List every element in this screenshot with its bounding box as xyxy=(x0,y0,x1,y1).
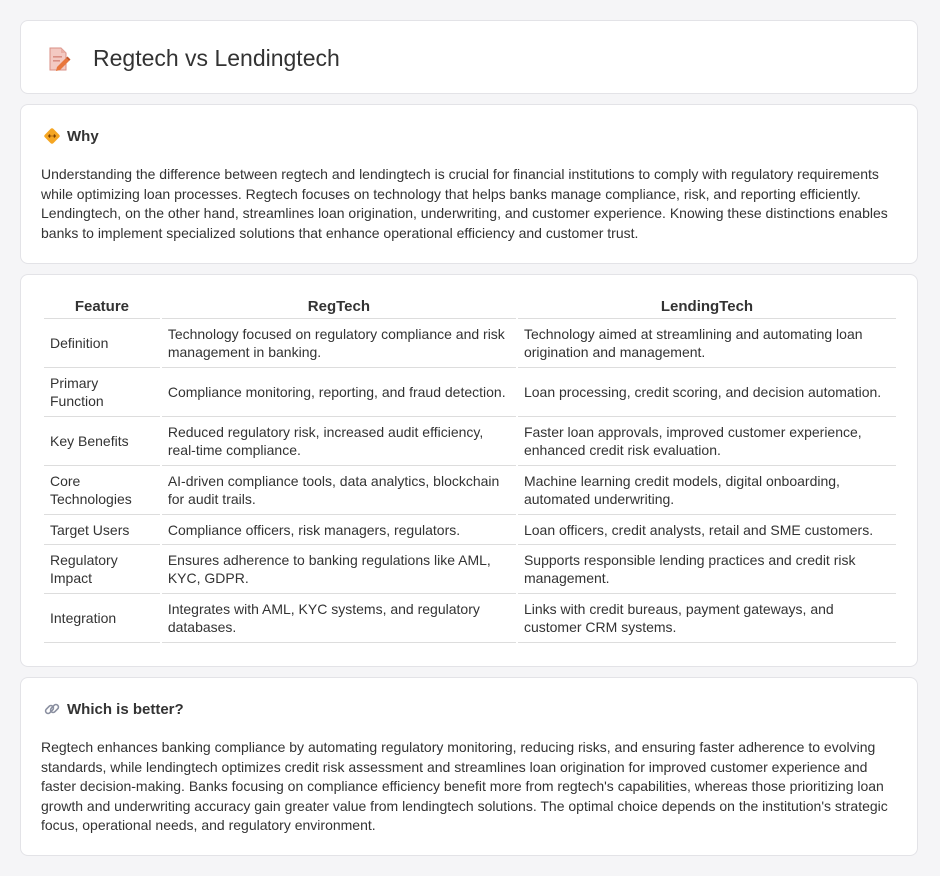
table-row xyxy=(44,417,896,466)
regtech-cell: Compliance monitoring, reporting, and fraud detection. xyxy=(162,368,516,417)
feature-cell: Target Users xyxy=(44,515,160,545)
lendingtech-cell: Loan processing, credit scoring, and decision automation. xyxy=(518,368,896,417)
which-better-title: Which is better? xyxy=(67,700,184,718)
lendingtech-cell: Supports responsible lending practices and credit risk management. xyxy=(518,545,896,594)
feature-cell: Regulatory Impact xyxy=(44,545,160,594)
lendingtech-cell: Machine learning credit models, digital onboarding, automated underwriting. xyxy=(518,466,896,515)
comparison-section xyxy=(20,274,918,667)
header-regtech: RegTech xyxy=(162,295,516,319)
which-better-text: Regtech enhances banking compliance by automating regulatory monitoring, reducing risks, and ensuring faster adherence to evolving standards, while lendingtech optimizes credit risk assessment and streamlines loan origination for improved customer experience and faster decision-making. Banks focusing on compliance efficiency benefit more from regtech's capabilities, whereas those prioritizing loan growth and underwriting accuracy gain greater value from lendingtech solutions. The optimal choice depends on the institution's strategic focus, operational needs, and regulatory environment. xyxy=(41,739,888,833)
link-icon xyxy=(43,700,61,718)
why-section xyxy=(20,104,918,264)
feature-cell: Definition xyxy=(44,319,160,368)
page-title: Regtech vs Lendingtech xyxy=(93,45,340,71)
header-feature: Feature xyxy=(44,295,160,319)
lendingtech-cell: Links with credit bureaus, payment gateways, and customer CRM systems. xyxy=(518,594,896,643)
table-row xyxy=(44,594,896,643)
feature-cell: Core Technologies xyxy=(44,466,160,515)
feature-cell: Integration xyxy=(44,594,160,643)
diamond-arrows-icon xyxy=(43,127,61,145)
table-header-row xyxy=(44,295,896,319)
regtech-cell: AI-driven compliance tools, data analytics, blockchain for audit trails. xyxy=(162,466,516,515)
lendingtech-cell: Faster loan approvals, improved customer experience, enhanced credit risk evaluation. xyxy=(518,417,896,466)
regtech-cell: Ensures adherence to banking regulations like AML, KYC, GDPR. xyxy=(162,545,516,594)
table-row xyxy=(44,515,896,545)
table-row xyxy=(44,319,896,368)
table-row xyxy=(44,466,896,515)
feature-cell: Key Benefits xyxy=(44,417,160,466)
regtech-cell: Integrates with AML, KYC systems, and regulatory databases. xyxy=(162,594,516,643)
comparison-table xyxy=(42,295,898,643)
regtech-cell: Reduced regulatory risk, increased audit efficiency, real-time compliance. xyxy=(162,417,516,466)
regtech-cell: Compliance officers, risk managers, regulators. xyxy=(162,515,516,545)
header-card xyxy=(20,20,918,94)
which-better-section xyxy=(20,677,918,856)
why-text: Understanding the difference between regtech and lendingtech is crucial for financial institutions to comply with regulatory requirements while optimizing loan processes. Regtech focuses on technology that helps banks manage compliance, risk, and reporting efficiently. Lendingtech, on the other hand, streamlines loan origination, underwriting, and customer experience. Knowing these distinctions enables banks to implement specialized solutions that enhance operational efficiency and customer trust. xyxy=(41,166,888,241)
feature-cell: Primary Function xyxy=(44,368,160,417)
lendingtech-cell: Loan officers, credit analysts, retail and SME customers. xyxy=(518,515,896,545)
table-row xyxy=(44,545,896,594)
header-lendingtech: LendingTech xyxy=(518,295,896,319)
lendingtech-cell: Technology aimed at streamlining and automating loan origination and management. xyxy=(518,319,896,368)
document-pencil-icon xyxy=(47,46,71,72)
regtech-cell: Technology focused on regulatory compliance and risk management in banking. xyxy=(162,319,516,368)
why-title: Why xyxy=(67,127,99,145)
table-row xyxy=(44,368,896,417)
